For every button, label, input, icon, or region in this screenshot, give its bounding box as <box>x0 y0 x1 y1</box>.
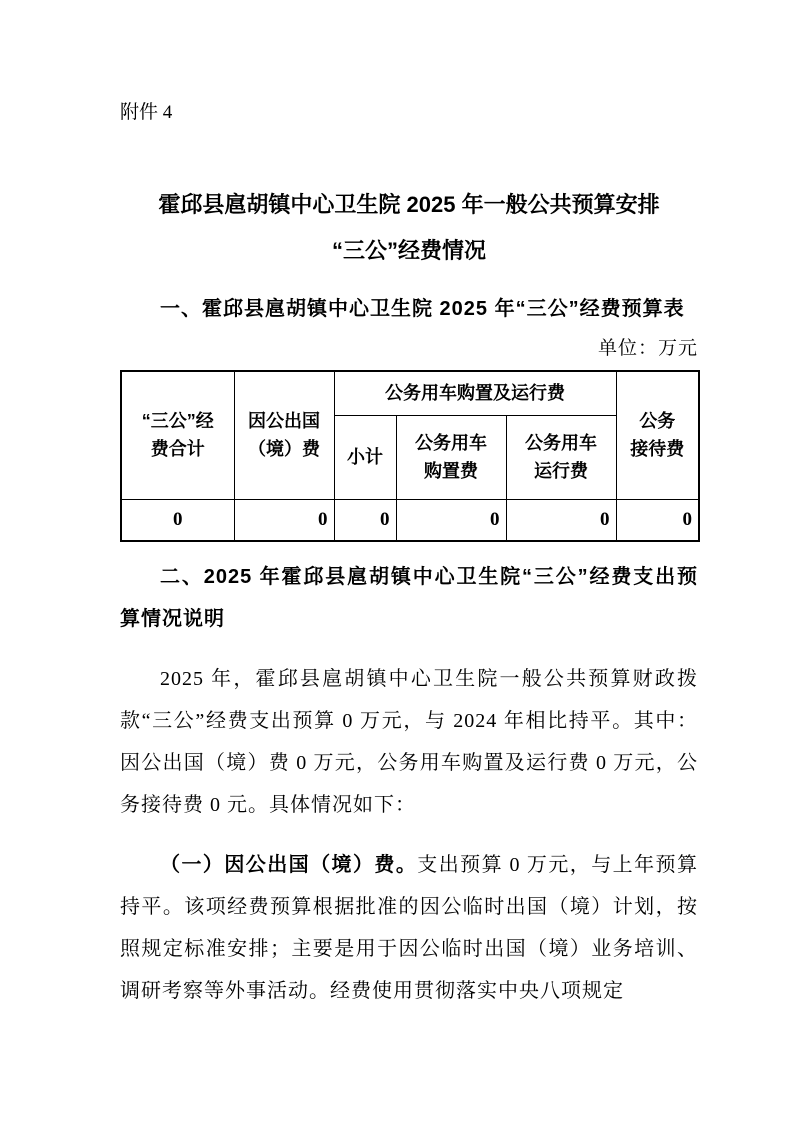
paragraph-summary: 2025 年，霍邱县扈胡镇中心卫生院一般公共预算财政拨款“三公”经费支出预算 0 万元，与 2024 年相比持平。其中：因公出国（境）费 0 万元，公务用车购置及运行费 0 万元，公务接待费 0 元。具体情况如下： <box>120 668 698 816</box>
sangong-budget-table <box>120 370 700 542</box>
value-vehicle-purchase: 0 <box>396 499 506 541</box>
table-header-row-1 <box>121 371 699 415</box>
value-abroad: 0 <box>234 499 334 541</box>
paragraph-abroad-lead: （一）因公出国（境）费。 <box>160 854 418 876</box>
header-purchase-line1: 公务用车 <box>415 433 487 453</box>
table-value-row <box>121 499 699 541</box>
value-vehicle-operation: 0 <box>506 499 616 541</box>
header-operation-line1: 公务用车 <box>525 433 597 453</box>
document-title-line1: 霍邱县扈胡镇中心卫生院 2025 年一般公共预算安排 <box>158 192 660 217</box>
value-vehicle-subtotal: 0 <box>334 499 396 541</box>
header-reception-line2: 接待费 <box>630 439 685 460</box>
value-reception: 0 <box>616 499 699 541</box>
paragraph-abroad-detail <box>120 844 698 1012</box>
header-reception-cell <box>616 371 699 499</box>
header-reception-line1: 公务 <box>639 411 676 432</box>
header-subtotal-cell <box>334 415 396 499</box>
header-abroad-cell <box>234 371 334 499</box>
paragraph-abroad-body: 支出预算 0 万元，与上年预算持平。该项经费预算根据批准的因公临时出国（境）计划，按照规定标准安排；主要是用于因公临时出国（境）业务培训、调研考察等外事活动。经费使用贯彻落实中央八项规定 <box>120 854 699 1002</box>
header-operation-line2: 运行费 <box>534 461 588 481</box>
header-vehicle-group-label: 公务用车购置及运行费 <box>385 383 565 404</box>
header-operation-cell <box>506 415 616 499</box>
header-subtotal-label: 小计 <box>347 447 383 467</box>
section2-heading: 二、2025 年霍邱县扈胡镇中心卫生院“三公”经费支出预算情况说明 <box>120 566 698 630</box>
value-total: 0 <box>121 499 234 541</box>
attachment-label: 附件 4 <box>120 102 173 123</box>
document-title-line2: “三公”经费情况 <box>331 238 486 263</box>
header-total-line1: “三公”经 <box>141 411 214 432</box>
section1-heading: 一、霍邱县扈胡镇中心卫生院 2025 年“三公”经费预算表 <box>160 298 685 320</box>
header-total-line2: 费合计 <box>150 439 205 460</box>
header-purchase-cell <box>396 415 506 499</box>
header-abroad-line2: （境）费 <box>248 439 320 460</box>
header-purchase-line2: 购置费 <box>424 461 478 481</box>
unit-note: 单位：万元 <box>597 338 698 359</box>
header-abroad-line1: 因公出国 <box>248 411 320 432</box>
document-title <box>120 182 698 274</box>
header-total-cell <box>121 371 234 499</box>
header-vehicle-group-cell <box>334 371 616 415</box>
